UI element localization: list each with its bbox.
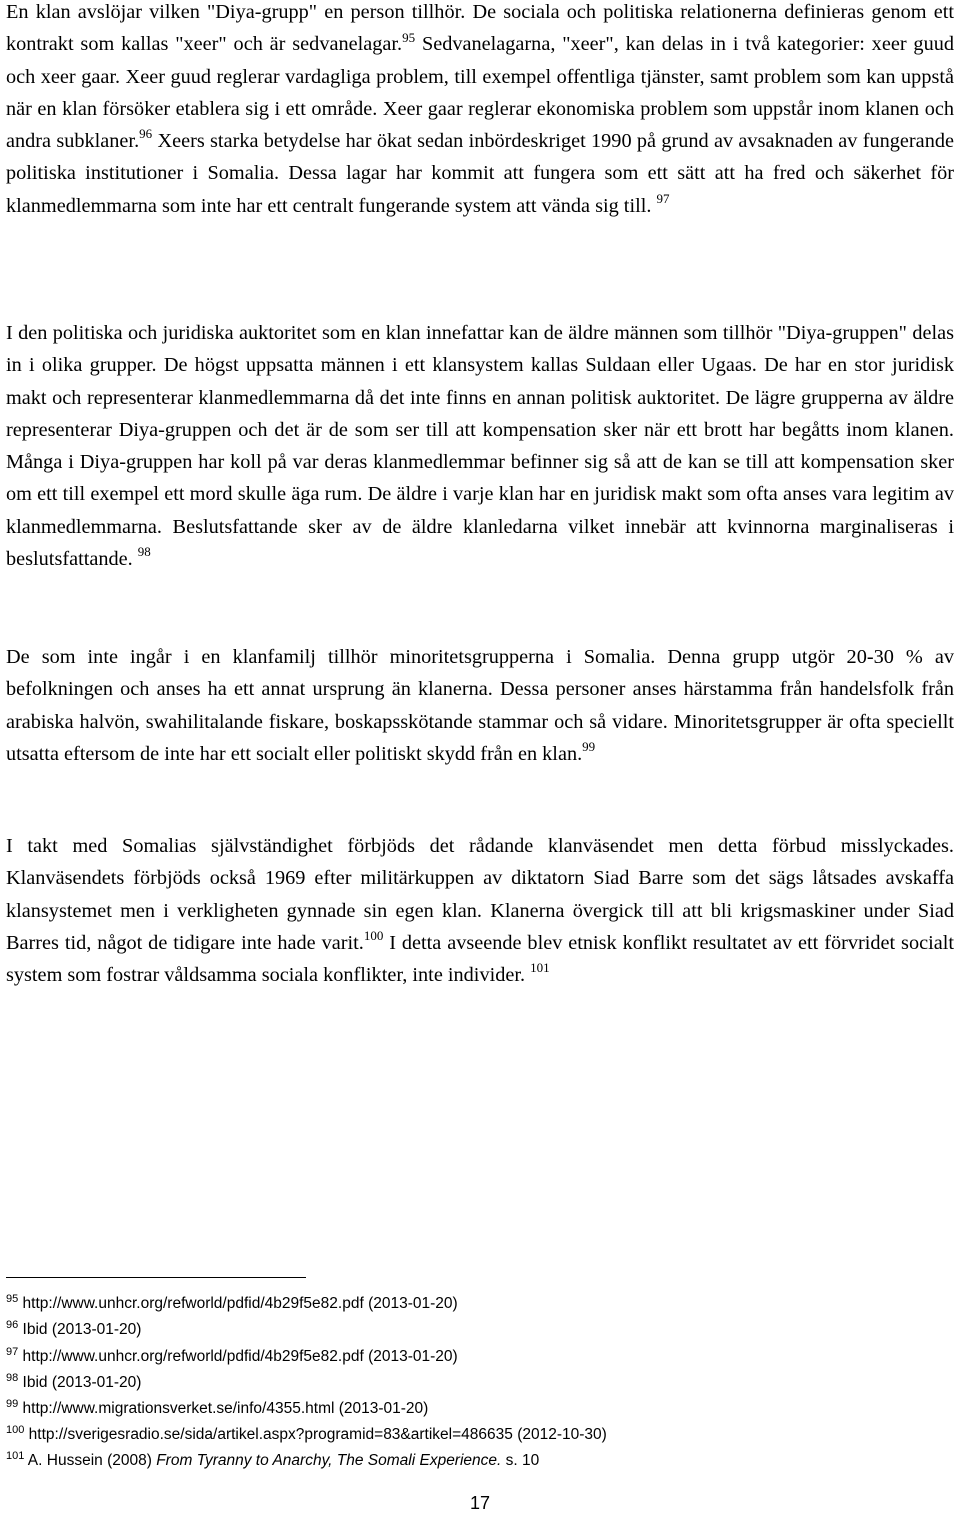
footnote-page-ref: s. 10 bbox=[501, 1452, 540, 1469]
footnote-text: Ibid (2013-01-20) bbox=[18, 1321, 142, 1338]
footnote bbox=[6, 1347, 458, 1366]
footnote-marker: 97 bbox=[656, 191, 670, 207]
page-number: 17 bbox=[469, 1493, 491, 1513]
footnote bbox=[6, 1373, 141, 1392]
footnote-text: A. Hussein (2008) bbox=[24, 1452, 157, 1469]
footnote bbox=[6, 1425, 607, 1444]
footnote-number: 100 bbox=[6, 1423, 25, 1436]
footnote-book-title: From Tyranny to Anarchy, The Somali Experience. bbox=[156, 1452, 502, 1469]
footnote-number: 95 bbox=[6, 1292, 19, 1305]
paragraph bbox=[6, 317, 954, 575]
footnote-number: 99 bbox=[6, 1397, 19, 1410]
footnote bbox=[6, 1451, 539, 1470]
footnote-marker: 98 bbox=[137, 544, 151, 560]
paragraph-text: Xeers starka betydelse har ökat sedan inbördeskriget 1990 på grund av avsaknaden av fungerande politiska institutioner i Somalia. Dessa lagar har kommit att fungera som ett sätt att ha fred och säkerhet för klanmedlemmarna som inte har ett centralt fungerande system att vända sig till. bbox=[6, 130, 954, 217]
paragraph-text: De som inte ingår i en klanfamilj tillhör minoritetsgrupperna i Somalia. Denna grupp utgör 20-30 % av befolkningen och anses ha ett annat ursprung än klanerna. Dessa personer anses härstamma från handelsfolk från arabiska halvön, swahilitalande fiskare, boskapsskötande stammar och så vidare. Minoritetsgrupper är ofta speciellt utsatta eftersom de inte har ett socialt eller politiskt skydd från en klan. bbox=[6, 646, 954, 765]
paragraph-text: Sedvanelagarna, "xeer", kan delas in i två kategorier: xeer guud och xeer gaar. Xeer guud reglerar vardagliga problem, till exempel offentliga tjänster, samt problem som kan uppstå när en klan försöker etablera sig i ett område. Xeer gaar reglerar ekonomiska problem som uppstår inom klanen och andra subklaner. bbox=[6, 33, 954, 153]
footnote-separator bbox=[6, 1277, 306, 1278]
paragraph bbox=[6, 0, 954, 222]
footnote-text: http://sverigesradio.se/sida/artikel.aspx?programid=83&artikel=486635 (2012-10-30) bbox=[24, 1426, 607, 1443]
paragraph-text: I den politiska och juridiska auktoritet som en klan innefattar kan de äldre männen som tillhör "Diya-gruppen" delas in i olika grupper. De högst uppsatta männen i ett klansystem kallas Suldaan eller Ugaas. De har en stor juridisk makt och representerar klanmedlemmarna då det inte finns en annan politisk auktoritet. De lägre grupperna av äldre representerar Diya-gruppen och det är de som ser till att kompensation sker när ett brott har begåtts inom klanen. Många i Diya-gruppen har koll på var deras klanmedlemmar befinner sig så att de kan se till att kompensation sker om ett till exempel ett mord skulle äga rum. De äldre i varje klan har en juridisk makt som ofta anses vara legitim av klanmedlemmarna. Beslutsfattande sker av de äldre klanledarna vilket innebär att kvinnorna marginaliseras i beslutsfattande. bbox=[6, 322, 954, 571]
paragraph bbox=[6, 641, 954, 770]
footnote-text: Ibid (2013-01-20) bbox=[18, 1374, 142, 1391]
paragraph-text: I detta avseende blev etnisk konflikt resultatet av ett förvridet socialt system som fostrar våldsamma sociala konflikter, inte individer. bbox=[6, 931, 954, 987]
footnote-text: http://www.migrationsverket.se/info/4355.html (2013-01-20) bbox=[18, 1400, 429, 1417]
paragraph bbox=[6, 830, 954, 991]
footnote-number: 98 bbox=[6, 1371, 19, 1384]
footnote bbox=[6, 1294, 458, 1313]
footnote-number: 96 bbox=[6, 1318, 19, 1331]
footnote bbox=[6, 1320, 141, 1339]
footnote-marker: 95 bbox=[402, 29, 416, 45]
footnote-marker: 101 bbox=[530, 960, 550, 976]
footnote-number: 101 bbox=[6, 1449, 25, 1462]
footnote-text: http://www.unhcr.org/refworld/pdfid/4b29f5e82.pdf (2013-01-20) bbox=[18, 1348, 458, 1365]
footnote-number: 97 bbox=[6, 1345, 19, 1358]
paragraph-text: En klan avslöjar vilken "Diya-grupp" en person tillhör. De sociala och politiska relationerna definieras genom ett kontrakt som kallas "xeer" och är sedvanelagar. bbox=[6, 1, 954, 56]
footnote-marker: 100 bbox=[363, 928, 384, 944]
footnote bbox=[6, 1399, 428, 1418]
paragraph-text: I takt med Somalias självständighet förbjöds det rådande klanväsendet men detta förbud misslyckades. Klanväsendets förbjöds också 1969 efter militärkuppen av diktatorn Siad Barre som det sägs låtsades avskaffa klansystemet men i verkligheten gynnade sin egen klan. Klanerna övergick till att bli krigsmaskiner under Siad Barres tid, något de tidigare inte hade varit. bbox=[6, 835, 954, 954]
footnote-text: http://www.unhcr.org/refworld/pdfid/4b29f5e82.pdf (2013-01-20) bbox=[18, 1295, 458, 1312]
footnote-marker: 99 bbox=[582, 739, 596, 755]
footnote-marker: 96 bbox=[139, 126, 153, 142]
